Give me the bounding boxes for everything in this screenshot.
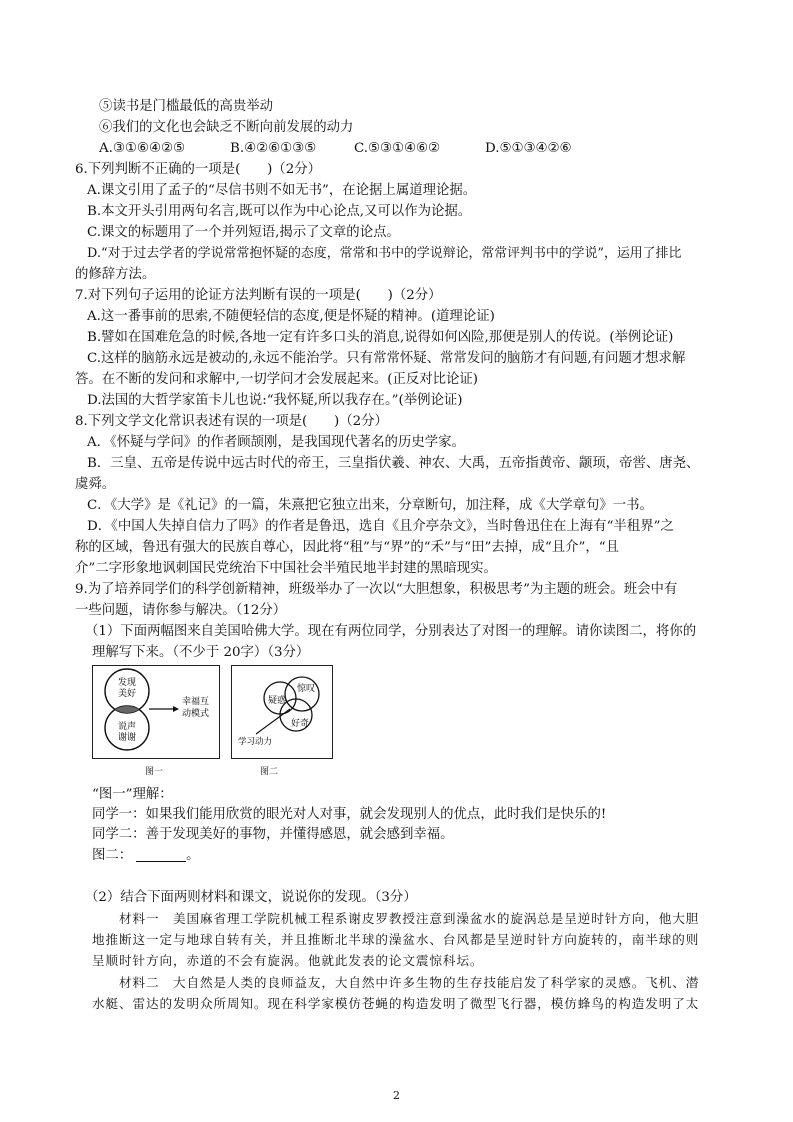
- q6-option-c: C.课文的标题用了一个并列短语,揭示了文章的论点。: [87, 225, 400, 240]
- figure-2-answer-line: [92, 847, 200, 865]
- classmate-1-answer: 同学一：如果我们能用欣赏的眼光对人对事，就会发现别人的优点，此时我们是快乐的!: [92, 807, 607, 822]
- q7-option-a: A.这一番事前的思索,不随便轻信的态度,便是怀疑的精神。(道理论证): [87, 309, 495, 324]
- q8-option-d-line1: D．《中国人失掉自信力了吗》的作者是鲁迅，选自《且介亭杂文》，当时鲁迅住在上海有“半租界”之: [87, 519, 674, 534]
- figure-2-diagram: [232, 666, 332, 758]
- material-2-line2: 水艇、雷达的发明众所周知。现在科学家模仿苍蝇的构造发明了微型飞行器，模仿蜂鸟的构造发明了太: [92, 996, 700, 1011]
- q7-option-c-line1: C.这样的脑筋永远是被动的,永远不能治学。只有常常怀疑、常常发问的脑筋才有问题,有问题才想求解: [87, 351, 686, 366]
- material-1-line2: 地推断这一定与地球自转有关，并且推断北半球的澡盆水、台风都是呈逆时针方向旋转的，南半球的则: [92, 932, 700, 947]
- classmate-2-answer: 同学二：善于发现美好的事物，并懂得感恩，就会感到幸福。: [92, 827, 454, 842]
- q7-stem: 7.对下列句子运用的论证方法判断有误的一项是( )（2分）: [75, 288, 442, 303]
- figure-1-understanding-heading: “图一”理解：: [92, 787, 173, 802]
- q7-option-d: D.法国的大哲学家笛卡儿也说:“我怀疑,所以我存在。”(举例论证): [87, 393, 463, 408]
- q8-option-c: C．《大学》是《礼记》的一篇，朱熹把它独立出来，分章断句，加注释，成《大学章句》一书。: [87, 498, 653, 513]
- q9-sub1-line2: 理解写下来。（不少于 20字）（3分）: [92, 645, 310, 660]
- figure-1-top-label-2: 美好: [117, 689, 137, 699]
- q6-stem: 6.下列判断不正确的一项是( )（2分）: [75, 162, 321, 177]
- figure-2-answer-blank[interactable]: [136, 847, 186, 862]
- q7-option-b: B.譬如在国难危急的时候,各地一定有许多口头的消息,说得如何凶险,那便是别人的传说。(举例论证): [87, 330, 674, 345]
- q8-option-b-line1: B．三皇、五帝是传说中远古时代的帝王，三皇指伏羲、神农、大禹，五帝指黄帝、颛顼，帝喾、唐尧、: [87, 456, 700, 471]
- q5-item-5: ⑤读书是门槛最低的高贵举动: [99, 99, 274, 114]
- q5-item-6: ⑥我们的文化也会缺乏不断向前发展的动力: [99, 120, 354, 135]
- q6-option-d-line2: 的修辞方法。: [75, 267, 156, 282]
- figure-2-answer-end: 。: [186, 848, 200, 863]
- figure-1-result-label-2: 动模式: [182, 709, 210, 719]
- figure-2-right-circle: [285, 677, 319, 711]
- q5-option-d: D.⑤①③④②⑥: [485, 141, 572, 156]
- q7-option-c-line2: 答。在不断的发问和求解中,一切学问才会发展起来。(正反对比论证): [75, 372, 479, 387]
- figure-1-bottom-label-2: 谢谢: [117, 733, 137, 743]
- figure-1-bottom-label-1: 说声: [117, 722, 137, 732]
- figure-2: [231, 665, 333, 759]
- q9-sub1-line1: （1）下面两幅图来自美国哈佛大学。现在有两位同学，分别表达了对图一的理解。请你读图二，将你的: [85, 624, 697, 639]
- q6-option-b: B.本文开头引用两句名言,既可以作为中心论点,又可以作为论据。: [87, 204, 472, 219]
- q6-option-d-line1: D.“对于过去学者的学说常常抱怀疑的态度，常常和书中的学说辩论，常常评判书中的学说”，运用了排比: [87, 246, 682, 261]
- figure-1-top-label-1: 发现: [117, 678, 137, 688]
- q8-stem: 8.下列文学文化常识表述有误的一项是( )（2分）: [75, 414, 388, 429]
- q9-stem-line2: 一些问题，请你参与解决。（12分）: [75, 603, 287, 618]
- q8-option-b-line2: 虞舜。: [75, 477, 116, 492]
- figure-2-left-label: 疑惑: [267, 696, 287, 706]
- material-2-line1: 材料二 大自然是人类的良师益友，大自然中许多生物的生存技能启发了科学家的灵感。飞机、潜: [119, 975, 700, 990]
- figure-1-arrow-head: [173, 706, 179, 712]
- page-number: 2: [393, 1089, 400, 1102]
- q8-option-d-line2: 称的区域，鲁迅有强大的民族自尊心，因此将“租”与“界”的“禾”与“田”去掉，成“且介”，“且: [75, 540, 619, 555]
- q9-sub2: （2）结合下面两则材料和课文，说说你的发现。（3分）: [85, 890, 417, 905]
- material-1-line1: 材料一 美国麻省理工学院机械工程系谢皮罗教授注意到澡盆水的旋涡总是呈逆时针方向，他大胆: [119, 911, 700, 926]
- figure-1: [92, 665, 220, 759]
- figure-2-right-label: 惊叹: [296, 684, 316, 694]
- figure-2-caption: 图二: [260, 767, 279, 777]
- q6-option-a: A.课文引用了孟子的“尽信书则不如无书”，在论据上属道理论据。: [87, 183, 477, 198]
- material-1-line3: 呈顺时针方向，赤道的不会有旋涡。他就此发表的论文震惊科坛。: [92, 953, 484, 968]
- figure-2-bottom-label: 好奇: [290, 719, 310, 729]
- figure-1-diagram: [93, 666, 219, 758]
- figure-2-answer-label: 图二：: [92, 848, 133, 863]
- q5-option-c: C.⑤③①④⑥②: [354, 141, 441, 156]
- q5-option-b: B.④②⑥①③⑤: [230, 141, 317, 156]
- figure-2-center-label: 学习动力: [238, 737, 273, 747]
- figure-1-caption: 图一: [145, 767, 164, 777]
- q8-option-a: A．《怀疑与学问》的作者顾颉刚，是我国现代著名的历史学家。: [87, 435, 465, 450]
- figure-1-result-label-1: 幸福互: [182, 697, 210, 707]
- q5-option-a: A.③①⑥④②⑤: [99, 141, 185, 156]
- q8-option-d-line3: 介”二字形象地讽刺国民党统治下中国社会半殖民地半封建的黑暗现实。: [75, 561, 497, 576]
- q9-stem-line1: 9.为了培养同学们的科学创新精神，班级举办了一次以“大胆想象，积极思考”为主题的班会。班会中有: [75, 582, 678, 597]
